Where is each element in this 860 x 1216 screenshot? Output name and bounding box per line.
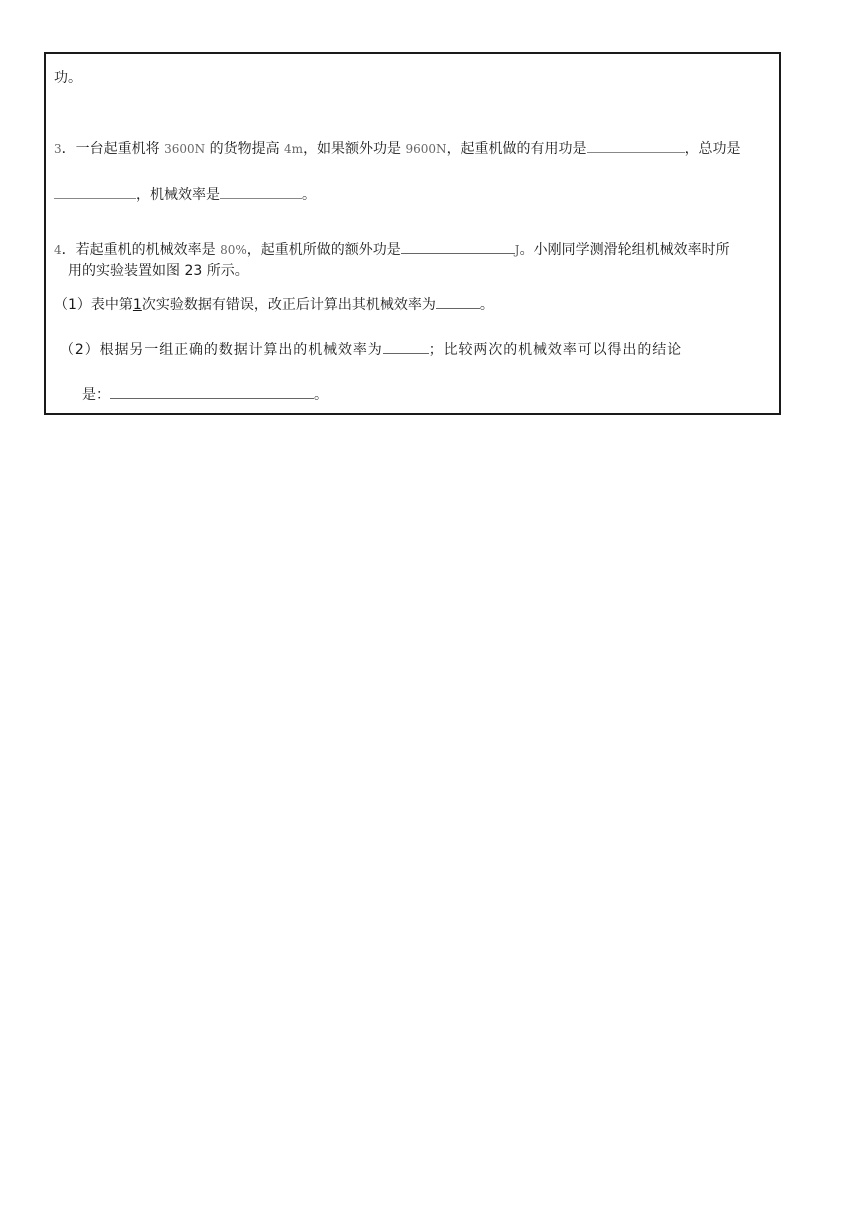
q3-text-6: ，机械效率是 — [136, 187, 220, 203]
q4-number: 4 — [54, 243, 62, 257]
sub2-text-4: 。 — [314, 387, 328, 403]
q3-line-2 — [54, 184, 316, 205]
q3-text-3: ，如果额外功是 — [303, 141, 402, 157]
q3-line-1 — [54, 138, 741, 159]
sub2-answer-blank-efficiency[interactable] — [383, 339, 429, 354]
q3-text-2: 的货物提高 — [209, 141, 280, 157]
sub2-line-1 — [60, 339, 682, 360]
q2-tail-text: 功。 — [54, 70, 82, 86]
sub1-trial-number: 1 — [132, 297, 142, 313]
sub1-answer-blank[interactable] — [436, 294, 480, 309]
q2-tail-line — [54, 68, 82, 88]
sub2-text-1: （2）根据另一组正确的数据计算出的机械效率为 — [60, 342, 383, 358]
sub2-text-2: ；比较两次的机械效率可以得出的结论 — [428, 342, 683, 358]
sub2-answer-blank-conclusion[interactable] — [110, 384, 314, 399]
q3-number: 3 — [54, 142, 62, 156]
sub1-text-1: （1）表中第 — [54, 297, 133, 313]
sub2-line-2 — [82, 384, 328, 405]
q4-text-1: 若起重机的机械效率是 — [75, 242, 216, 258]
q4-text-4: 用的实验装置如图 23 所示。 — [68, 263, 249, 279]
sub1-line — [54, 294, 494, 315]
q3-value-height: 4m — [284, 142, 304, 156]
q3-text-5: ，总功是 — [684, 141, 741, 157]
q4-dot: ． — [61, 242, 76, 258]
q4-text-3: 。小刚同学测滑轮组机械效率时所 — [519, 242, 730, 258]
q3-answer-blank-efficiency[interactable] — [220, 184, 302, 199]
q3-value-weight: 3600N — [164, 142, 206, 156]
sub1-text-2: 次实验数据有错误，改正后计算出其机械效率为 — [141, 297, 436, 313]
q3-text-4: ，起重机做的有用功是 — [446, 141, 587, 157]
q4-answer-blank-extra-work[interactable] — [401, 239, 515, 254]
q3-dot: ． — [61, 141, 76, 157]
q4-unit: J — [514, 243, 520, 257]
q3-answer-blank-total-work[interactable] — [54, 184, 136, 199]
question-box — [44, 52, 781, 415]
q3-text-7: 。 — [302, 187, 316, 203]
q3-answer-blank-useful-work[interactable] — [587, 138, 685, 153]
q4-value-efficiency: 80% — [220, 243, 247, 257]
q4-line-2 — [68, 261, 249, 281]
sub2-text-3: 是： — [82, 387, 110, 403]
q3-text-1: 一台起重机将 — [75, 141, 160, 157]
sub1-text-3: 。 — [479, 297, 494, 313]
q4-line-1 — [54, 239, 730, 260]
q4-text-2: ，起重机所做的额外功是 — [246, 242, 401, 258]
q3-value-extra-work: 9600N — [405, 142, 447, 156]
